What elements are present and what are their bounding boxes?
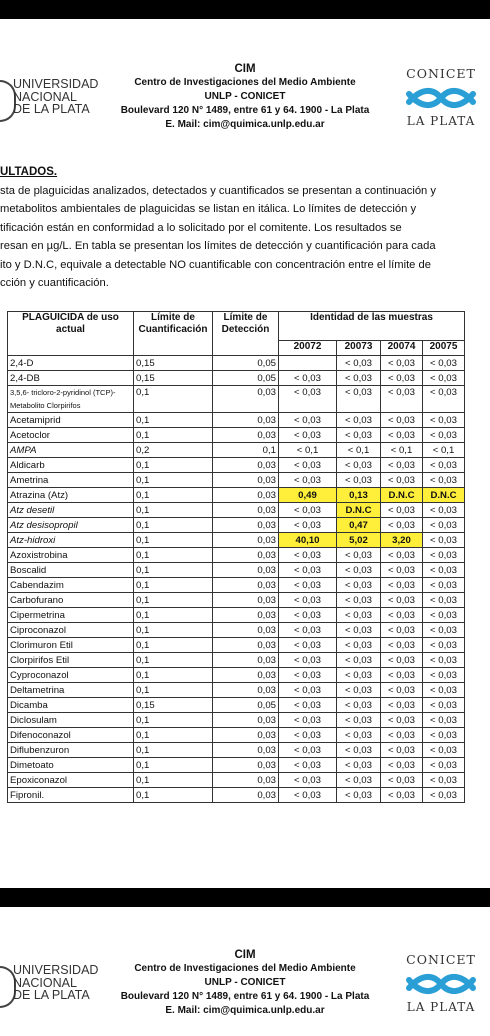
cell-sample-value: < 0,03 xyxy=(423,698,465,713)
table-row xyxy=(8,518,465,533)
cell-ld: 0,03 xyxy=(213,653,279,668)
cell-sample-value: < 0,03 xyxy=(381,593,423,608)
cell-lq: 0,15 xyxy=(134,698,213,713)
cell-sample-value: D.N.C xyxy=(423,488,465,503)
cell-sample-value: < 0,03 xyxy=(337,473,381,488)
table-row xyxy=(8,713,465,728)
paragraph-line: resan en µg/L. En tabla se presentan los límites de detección y cuantificación para cada xyxy=(0,240,436,252)
section-heading: ULTADOS. xyxy=(0,166,58,178)
cell-ld: 0,03 xyxy=(213,533,279,548)
table-row xyxy=(8,533,465,548)
cell-sample-value: < 0,03 xyxy=(381,623,423,638)
cell-sample-value: < 0,03 xyxy=(279,593,337,608)
table-row xyxy=(8,503,465,518)
cell-lq: 0,1 xyxy=(134,488,213,503)
cell-lq: 0,1 xyxy=(134,503,213,518)
cell-sample-value: < 0,03 xyxy=(337,773,381,788)
cell-sample-value: < 0,03 xyxy=(279,473,337,488)
cell-sample-value: D.N.C xyxy=(381,488,423,503)
cell-sample-value: < 0,03 xyxy=(337,356,381,371)
cell-sample-value: < 0,03 xyxy=(423,773,465,788)
cell-sample-value: < 0,1 xyxy=(381,443,423,458)
cell-lq: 0,1 xyxy=(134,533,213,548)
cell-sample-value: < 0,03 xyxy=(381,743,423,758)
cell-sample-value: < 0,03 xyxy=(337,623,381,638)
cell-lq: 0,1 xyxy=(134,788,213,803)
cell-sample-value: < 0,03 xyxy=(279,458,337,473)
cell-lq: 0,1 xyxy=(134,413,213,428)
cell-sample-value: < 0,03 xyxy=(337,458,381,473)
cell-sample-value: < 0,1 xyxy=(423,443,465,458)
cell-sample-value: < 0,03 xyxy=(279,743,337,758)
cell-plaguicida: Atz desetil xyxy=(8,503,134,518)
cell-ld: 0,03 xyxy=(213,788,279,803)
table-row xyxy=(8,623,465,638)
cell-plaguicida: Atz-hidroxi xyxy=(8,533,134,548)
cell-lq: 0,1 xyxy=(134,518,213,533)
cell-sample-value: < 0,03 xyxy=(279,788,337,803)
cell-plaguicida: Cabendazim xyxy=(8,578,134,593)
table-row xyxy=(8,788,465,803)
cell-lq: 0,1 xyxy=(134,386,213,413)
cell-plaguicida: Fipronil. xyxy=(8,788,134,803)
cell-plaguicida: 2,4-D xyxy=(8,356,134,371)
cell-sample-value: < 0,03 xyxy=(279,773,337,788)
cell-plaguicida: Carbofurano xyxy=(8,593,134,608)
col-plaguicida: PLAGUICIDA de uso actual xyxy=(8,312,134,356)
cell-lq: 0,1 xyxy=(134,548,213,563)
cell-sample-value: < 0,03 xyxy=(423,788,465,803)
cell-sample-value: < 0,1 xyxy=(337,443,381,458)
paragraph-line: ito y D.N.C, equivale a detectable NO cuantificable con concentración entre el límite de xyxy=(0,258,431,271)
cell-ld: 0,03 xyxy=(213,578,279,593)
cell-sample-value: < 0,03 xyxy=(381,788,423,803)
cell-lq: 0,1 xyxy=(134,473,213,488)
cell-sample-value: < 0,03 xyxy=(423,713,465,728)
cell-ld: 0,03 xyxy=(213,623,279,638)
cell-lq: 0,1 xyxy=(134,728,213,743)
cell-sample-value: < 0,03 xyxy=(423,533,465,548)
cell-sample-value: < 0,03 xyxy=(279,698,337,713)
unlp-conicet: UNLP - CONICET xyxy=(204,977,286,988)
cell-sample-value: < 0,03 xyxy=(337,638,381,653)
cell-plaguicida: Clorpirifos Etil xyxy=(8,653,134,668)
table-row xyxy=(8,548,465,563)
cell-sample-value: < 0,03 xyxy=(381,773,423,788)
cell-sample-value: < 0,03 xyxy=(337,788,381,803)
cell-sample-value: < 0,03 xyxy=(279,413,337,428)
table-row xyxy=(8,578,465,593)
cell-ld: 0,03 xyxy=(213,413,279,428)
conicet-logo: CONICET LA PLATA xyxy=(406,952,476,1014)
address: Boulevard 120 N° 1489, entre 61 y 64. 1900 - La Plata xyxy=(120,991,370,1002)
cell-sample-value: < 0,03 xyxy=(381,428,423,443)
cell-lq: 0,1 xyxy=(134,713,213,728)
table-row xyxy=(8,593,465,608)
cell-lq: 0,1 xyxy=(134,638,213,653)
cell-ld: 0,03 xyxy=(213,743,279,758)
conicet-logo: CONICET LA PLATA xyxy=(406,66,476,128)
cell-plaguicida: Diflubenzuron xyxy=(8,743,134,758)
cell-sample-value: < 0,03 xyxy=(279,548,337,563)
center-name: Centro de Investigaciones del Medio Ambiente xyxy=(134,77,356,88)
table-row xyxy=(8,608,465,623)
cell-sample-value: 5,02 xyxy=(337,533,381,548)
cell-ld: 0,03 xyxy=(213,548,279,563)
cell-sample-value: < 0,03 xyxy=(423,593,465,608)
cell-sample-value: < 0,03 xyxy=(381,548,423,563)
cell-sample-value: < 0,03 xyxy=(423,386,465,413)
cell-ld: 0,03 xyxy=(213,503,279,518)
cell-plaguicida: Epoxiconazol xyxy=(8,773,134,788)
cell-sample-value: < 0,03 xyxy=(337,653,381,668)
institution-block xyxy=(95,62,395,132)
letterhead xyxy=(0,62,490,150)
cell-sample-value: < 0,03 xyxy=(423,563,465,578)
cell-ld: 0,03 xyxy=(213,428,279,443)
col-ld: Límite de Detección xyxy=(213,312,279,356)
cell-ld: 0,03 xyxy=(213,563,279,578)
cell-sample-value: 40,10 xyxy=(279,533,337,548)
table-row xyxy=(8,698,465,713)
cell-sample-value: < 0,03 xyxy=(337,578,381,593)
cell-plaguicida: Ciproconazol xyxy=(8,623,134,638)
cell-sample-value: < 0,03 xyxy=(423,668,465,683)
cell-sample-value: < 0,03 xyxy=(423,608,465,623)
cell-sample-value: < 0,03 xyxy=(337,593,381,608)
cell-sample-value: < 0,03 xyxy=(423,413,465,428)
cell-ld: 0,05 xyxy=(213,356,279,371)
cell-sample-value: < 0,03 xyxy=(423,653,465,668)
cell-sample-value: < 0,03 xyxy=(279,386,337,413)
cell-sample-value: < 0,03 xyxy=(381,578,423,593)
cell-sample-value: < 0,03 xyxy=(423,518,465,533)
unlp-conicet: UNLP - CONICET xyxy=(204,91,286,102)
table-body xyxy=(8,356,465,803)
cell-plaguicida: Dicamba xyxy=(8,698,134,713)
table-row xyxy=(8,458,465,473)
email: E. Mail: cim@quimica.unlp.edu.ar xyxy=(165,119,325,130)
cell-plaguicida: Cyproconazol xyxy=(8,668,134,683)
table-row xyxy=(8,356,465,371)
cell-sample-value: < 0,03 xyxy=(381,518,423,533)
cell-sample-value: < 0,03 xyxy=(279,428,337,443)
table-row xyxy=(8,728,465,743)
top-black-bar xyxy=(0,0,490,19)
cell-plaguicida: 2,4-DB xyxy=(8,371,134,386)
cell-sample-value: < 0,03 xyxy=(279,758,337,773)
results-section xyxy=(0,163,486,293)
cell-sample-value: < 0,03 xyxy=(381,653,423,668)
cell-sample-value: < 0,03 xyxy=(381,458,423,473)
cell-plaguicida: 3,5,6- tricloro-2-pyridinol (TCP)- Metabolito Clorpirifos xyxy=(8,386,134,413)
table-row xyxy=(8,443,465,458)
cell-sample-value: < 0,03 xyxy=(423,503,465,518)
cell-sample-value: < 0,03 xyxy=(279,503,337,518)
cell-sample-value: < 0,03 xyxy=(279,578,337,593)
university-name: UNIVERSIDAD NACIONAL DE LA PLATA xyxy=(13,77,99,116)
col-identidad: Identidad de las muestras xyxy=(279,312,465,341)
cell-sample-value: < 0,03 xyxy=(423,743,465,758)
table-row xyxy=(8,413,465,428)
center-name: Centro de Investigaciones del Medio Ambiente xyxy=(134,963,356,974)
bottom-black-bar xyxy=(0,888,490,907)
cell-plaguicida: Boscalid xyxy=(8,563,134,578)
paragraph-line: metabolitos ambientales de plaguicidas se listan en itálica. Lo límites de detección y xyxy=(0,203,417,215)
table-row xyxy=(8,386,465,413)
cell-lq: 0,15 xyxy=(134,356,213,371)
cell-sample-value: < 0,03 xyxy=(381,683,423,698)
cell-sample-value: < 0,03 xyxy=(423,728,465,743)
cell-sample-value: < 0,03 xyxy=(423,458,465,473)
cell-sample-value: < 0,03 xyxy=(381,413,423,428)
results-table xyxy=(7,311,465,803)
cell-sample-value: < 0,03 xyxy=(381,638,423,653)
cell-ld: 0,03 xyxy=(213,458,279,473)
cell-plaguicida: Azoxistrobina xyxy=(8,548,134,563)
cell-ld: 0,05 xyxy=(213,371,279,386)
table-row xyxy=(8,488,465,503)
cell-plaguicida: Difenoconazol xyxy=(8,728,134,743)
cell-ld: 0,03 xyxy=(213,488,279,503)
cell-plaguicida: Atz desisopropil xyxy=(8,518,134,533)
cell-sample-value: < 0,03 xyxy=(381,668,423,683)
cell-ld: 0,03 xyxy=(213,473,279,488)
cell-plaguicida: Cipermetrina xyxy=(8,608,134,623)
cell-sample-value: < 0,03 xyxy=(337,713,381,728)
cell-sample-value: < 0,03 xyxy=(423,623,465,638)
cell-ld: 0,03 xyxy=(213,683,279,698)
cell-plaguicida: Acetoclor xyxy=(8,428,134,443)
paragraph-line: cción y cuantificación. xyxy=(0,277,109,289)
cell-lq: 0,1 xyxy=(134,593,213,608)
cell-ld: 0,1 xyxy=(213,443,279,458)
cell-sample-value: < 0,03 xyxy=(279,713,337,728)
cell-sample-value: 0,49 xyxy=(279,488,337,503)
cell-sample-value: < 0,03 xyxy=(279,371,337,386)
sample-header: 20074 xyxy=(381,341,423,356)
cell-sample-value: < 0,03 xyxy=(381,356,423,371)
sample-header: 20073 xyxy=(337,341,381,356)
cell-lq: 0,1 xyxy=(134,743,213,758)
table-row xyxy=(8,473,465,488)
cell-lq: 0,1 xyxy=(134,683,213,698)
cell-plaguicida: Acetamiprid xyxy=(8,413,134,428)
cell-sample-value: < 0,03 xyxy=(423,356,465,371)
table-row xyxy=(8,371,465,386)
letterhead-repeat xyxy=(0,948,490,1036)
cell-plaguicida: Deltametrina xyxy=(8,683,134,698)
table-row xyxy=(8,638,465,653)
cell-sample-value: 0,47 xyxy=(337,518,381,533)
cell-sample-value: < 0,03 xyxy=(337,683,381,698)
cim-title: CIM xyxy=(234,63,256,75)
cell-sample-value: < 0,03 xyxy=(279,623,337,638)
sample-header: 20072 xyxy=(279,341,337,356)
table-row xyxy=(8,683,465,698)
cell-sample-value: < 0,03 xyxy=(381,713,423,728)
cell-lq: 0,15 xyxy=(134,371,213,386)
cell-sample-value: < 0,03 xyxy=(423,428,465,443)
cell-sample-value: < 0,03 xyxy=(337,758,381,773)
cell-lq: 0,1 xyxy=(134,653,213,668)
cell-plaguicida: Clorimuron Etil xyxy=(8,638,134,653)
cell-ld: 0,03 xyxy=(213,728,279,743)
conicet-wave-icon xyxy=(405,970,477,998)
cell-sample-value: < 0,03 xyxy=(337,563,381,578)
cell-ld: 0,03 xyxy=(213,638,279,653)
cell-lq: 0,2 xyxy=(134,443,213,458)
cell-sample-value: < 0,03 xyxy=(381,473,423,488)
table-row xyxy=(8,428,465,443)
cell-sample-value: < 0,03 xyxy=(337,728,381,743)
cell-sample-value: < 0,03 xyxy=(337,413,381,428)
cell-sample-value: < 0,03 xyxy=(381,698,423,713)
col-lq: Límite de Cuantificación xyxy=(134,312,213,356)
cell-sample-value: < 0,03 xyxy=(381,608,423,623)
cell-sample-value: 0,13 xyxy=(337,488,381,503)
cell-lq: 0,1 xyxy=(134,563,213,578)
cell-sample-value: D.N.C xyxy=(337,503,381,518)
cell-plaguicida: Ametrina xyxy=(8,473,134,488)
cell-plaguicida: Atrazina (Atz) xyxy=(8,488,134,503)
cell-sample-value: < 0,03 xyxy=(279,563,337,578)
cell-lq: 0,1 xyxy=(134,608,213,623)
cell-ld: 0,03 xyxy=(213,758,279,773)
paragraph-line: sta de plaguicidas analizados, detectados y cuantificados se presentan a continuación y xyxy=(0,184,436,197)
cell-sample-value: < 0,03 xyxy=(279,653,337,668)
cell-sample-value: < 0,03 xyxy=(337,743,381,758)
cell-sample-value: < 0,03 xyxy=(337,548,381,563)
institution-block xyxy=(95,948,395,1018)
cell-ld: 0,03 xyxy=(213,608,279,623)
sample-header: 20075 xyxy=(423,341,465,356)
cell-ld: 0,05 xyxy=(213,698,279,713)
cell-sample-value: < 0,03 xyxy=(337,386,381,413)
cell-lq: 0,1 xyxy=(134,773,213,788)
cell-sample-value xyxy=(279,356,337,371)
cell-sample-value: < 0,03 xyxy=(423,473,465,488)
cell-sample-value: < 0,03 xyxy=(423,683,465,698)
cell-sample-value: < 0,03 xyxy=(381,386,423,413)
cell-sample-value: < 0,03 xyxy=(423,638,465,653)
cell-ld: 0,03 xyxy=(213,773,279,788)
table-row xyxy=(8,668,465,683)
cell-plaguicida: AMPA xyxy=(8,443,134,458)
cell-sample-value: < 0,03 xyxy=(381,371,423,386)
paragraph-line: tificación están en conformidad a lo solicitado por el comitente. Los resultados se xyxy=(0,221,402,234)
cell-lq: 0,1 xyxy=(134,758,213,773)
table-row xyxy=(8,773,465,788)
cell-sample-value: < 0,03 xyxy=(337,371,381,386)
cell-lq: 0,1 xyxy=(134,458,213,473)
cell-sample-value: < 0,03 xyxy=(423,758,465,773)
cell-ld: 0,03 xyxy=(213,593,279,608)
cell-ld: 0,03 xyxy=(213,386,279,413)
cell-sample-value: < 0,1 xyxy=(279,443,337,458)
cell-lq: 0,1 xyxy=(134,428,213,443)
cell-lq: 0,1 xyxy=(134,578,213,593)
conicet-wave-icon xyxy=(405,84,477,112)
table-row xyxy=(8,743,465,758)
cell-sample-value: < 0,03 xyxy=(381,758,423,773)
cim-title: CIM xyxy=(234,949,256,961)
table-row xyxy=(8,653,465,668)
cell-plaguicida: Aldicarb xyxy=(8,458,134,473)
cell-sample-value: < 0,03 xyxy=(337,428,381,443)
cell-sample-value: < 0,03 xyxy=(279,668,337,683)
cell-ld: 0,03 xyxy=(213,713,279,728)
cell-sample-value: < 0,03 xyxy=(381,503,423,518)
address: Boulevard 120 N° 1489, entre 61 y 64. 1900 - La Plata xyxy=(120,105,370,116)
cell-sample-value: < 0,03 xyxy=(381,728,423,743)
cell-sample-value: < 0,03 xyxy=(337,668,381,683)
cell-sample-value: < 0,03 xyxy=(337,608,381,623)
cell-sample-value: < 0,03 xyxy=(279,608,337,623)
email: E. Mail: cim@quimica.unlp.edu.ar xyxy=(165,1005,325,1016)
cell-sample-value: 3,20 xyxy=(381,533,423,548)
cell-lq: 0,1 xyxy=(134,623,213,638)
cell-sample-value: < 0,03 xyxy=(279,518,337,533)
cell-ld: 0,03 xyxy=(213,668,279,683)
cell-ld: 0,03 xyxy=(213,518,279,533)
cell-sample-value: < 0,03 xyxy=(423,371,465,386)
cell-plaguicida: Dimetoato xyxy=(8,758,134,773)
cell-sample-value: < 0,03 xyxy=(279,683,337,698)
cell-sample-value: < 0,03 xyxy=(279,728,337,743)
cell-lq: 0,1 xyxy=(134,668,213,683)
cell-sample-value: < 0,03 xyxy=(337,698,381,713)
cell-sample-value: < 0,03 xyxy=(381,563,423,578)
university-name: UNIVERSIDAD NACIONAL DE LA PLATA xyxy=(13,963,99,1002)
cell-plaguicida: Diclosulam xyxy=(8,713,134,728)
cell-sample-value: < 0,03 xyxy=(279,638,337,653)
table-row xyxy=(8,563,465,578)
table-row xyxy=(8,758,465,773)
cell-sample-value: < 0,03 xyxy=(423,578,465,593)
cell-sample-value: < 0,03 xyxy=(423,548,465,563)
